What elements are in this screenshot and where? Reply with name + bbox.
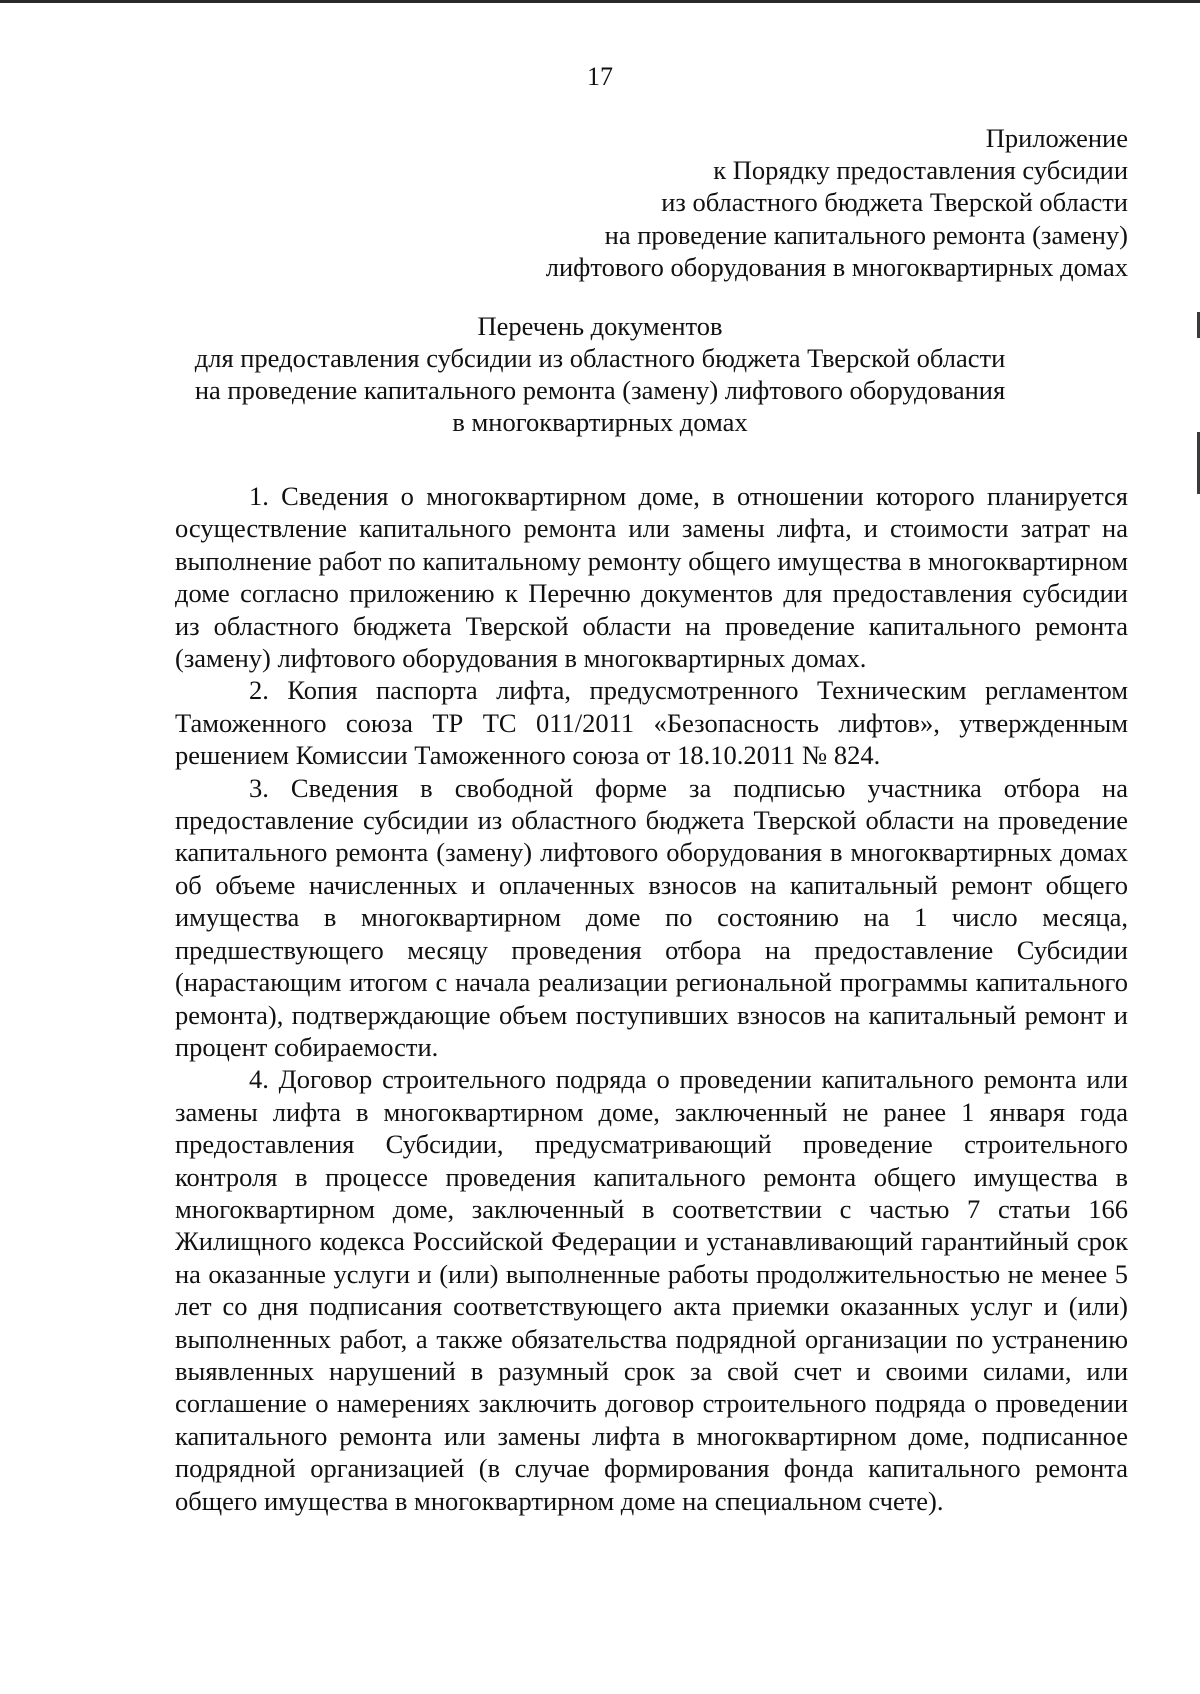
appendix-header bbox=[368, 122, 1128, 283]
document-body bbox=[175, 480, 1128, 1517]
appendix-line: из областного бюджета Тверской области bbox=[661, 187, 1128, 218]
title-line: на проведение капитального ремонта (замену) лифтового оборудования bbox=[194, 375, 1006, 405]
appendix-line: лифтового оборудования в многоквартирных домах bbox=[545, 251, 1128, 282]
list-item-3: 3. Сведения в свободной форме за подписью участника отбора на предоставление субсидии из областного бюджета Тверской области на проведение капитального ремонта (замену) лифтового оборудования в многоквартирных домах об объеме начисленных и оплаченных взносов на капитальный ремонт общего имущества в многоквартирном доме по состоянию на 1 число месяца, предшествующего месяцу проведения отбора на предоставление Субсидии (нарастающим итогом с начала реализации региональной программы капитального ремонта), подтверждающие объем поступивших взносов на капитальный ремонт и процент собираемости. bbox=[175, 772, 1128, 1062]
title-line: Перечень документов bbox=[477, 311, 723, 341]
list-item-1: 1. Сведения о многоквартирном доме, в отношении которого планируется осуществление капитального ремонта или замены лифта, и стоимости затрат на выполнение работ по капитальному ремонту общего имущества в многоквартирном доме согласно приложению к Перечню документов для предоставления субсидии из областного бюджета Тверской области на проведение капитального ремонта (замену) лифтового оборудования в многоквартирных домах. bbox=[175, 481, 1128, 674]
list-item-2: 2. Копия паспорта лифта, предусмотренного Техническим регламентом Таможенного союза ТР ТС 011/2011 «Безопасность лифтов», утвержденным решением Комиссии Таможенного союза от 18.10.2011 № 824. bbox=[175, 675, 1128, 771]
list-item-4: 4. Договор строительного подряда о проведении капитального ремонта или замены лифта в многоквартирном доме, заключенный не ранее 1 января года предоставления Субсидии, предусматривающий проведение строительного контроля в процессе проведения капитального ремонта общего имущества в многоквартирном доме, заключенный в соответствии с частью 7 статьи 166 Жилищного кодекса Российской Федерации и устанавливающий гарантийный срок на оказанные услуги и (или) выполненные работы продолжительностью не менее 5 лет со дня подписания соответствующего акта приемки оказанных услуг и (или) выполненных работ, а также обязательства подрядной организации по устранению выявленных нарушений в разумный срок за свой счет и своими силами, или соглашение о намерениях заключить договор строительного подряда о проведении капитального ремонта или замены лифта в многоквартирном доме, подписанное подрядной организацией (в случае формирования фонда капитального ремонта общего имущества в многоквартирном доме на специальном счете). bbox=[175, 1064, 1128, 1516]
title-line: в многоквартирных домах bbox=[452, 407, 748, 437]
document-title bbox=[150, 310, 1050, 438]
appendix-line: на проведение капитального ремонта (замену) bbox=[604, 219, 1128, 250]
title-line: для предоставления субсидии из областного бюджета Тверской области bbox=[194, 343, 1006, 373]
page-number: 17 bbox=[587, 62, 613, 91]
appendix-line: Приложение bbox=[985, 123, 1128, 153]
appendix-line: к Порядку предоставления субсидии bbox=[713, 155, 1128, 186]
